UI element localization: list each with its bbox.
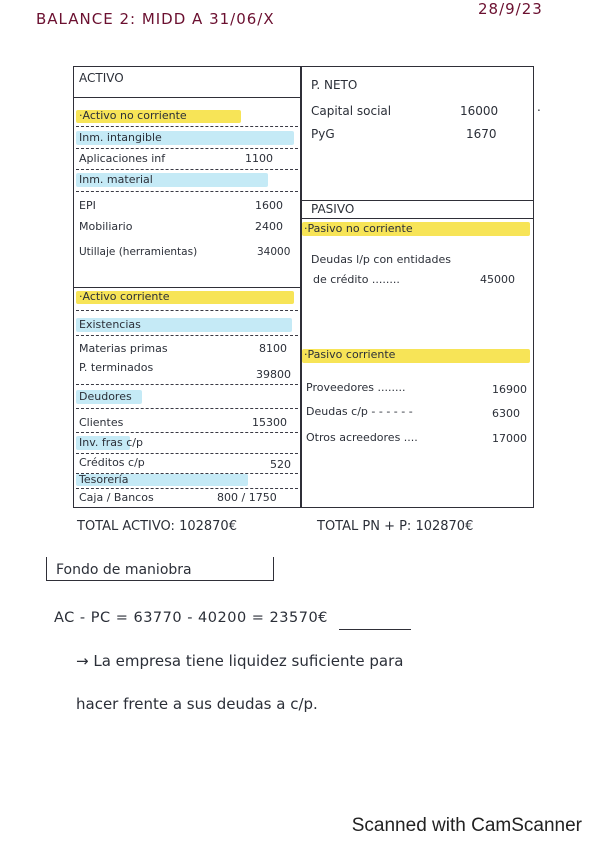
item-label: Créditos c/p — [79, 456, 145, 469]
pn-item-value: 1670 — [466, 127, 497, 141]
total-activo: TOTAL ACTIVO: 102870€ — [77, 519, 237, 534]
item-label: EPI — [79, 199, 96, 212]
pasivo-no-corriente-heading: ·Pasivo no corriente — [304, 222, 413, 235]
pasivo-item-label: Otros acreedores .... — [306, 431, 418, 444]
dot-mark: . — [537, 100, 541, 114]
pasivo-divider — [301, 200, 533, 201]
divider — [76, 126, 298, 127]
pn-item-value: 16000 — [460, 104, 499, 118]
page-title: BALANCE 2: MIDD A 31/06/X — [36, 10, 275, 28]
total-pn-p: TOTAL PN + P: 102870€ — [317, 519, 474, 534]
pasivo-nc-line2: de crédito ........ — [313, 273, 400, 286]
item-label: P. terminados — [79, 361, 154, 374]
pasivo-item-label: Proveedores ........ — [306, 381, 406, 394]
item-value: 34000 — [257, 246, 291, 258]
pn-item-label: Capital social — [311, 104, 392, 118]
item-value: 520 — [270, 458, 291, 471]
item-label: Aplicaciones inf — [79, 152, 166, 165]
pasivo-corriente-heading: ·Pasivo corriente — [304, 348, 396, 361]
scanner-watermark: Scanned with CamScanner — [351, 815, 582, 836]
item-label: Mobiliario — [79, 220, 133, 233]
fondo-formula: AC - PC = 63770 - 40200 = 23570€ — [54, 610, 328, 626]
divider — [76, 408, 298, 409]
divider — [76, 169, 298, 170]
divider — [76, 453, 298, 454]
conclusion-line1: → La empresa tiene liquidez suficiente para — [76, 652, 404, 670]
pasivo-item-value: 6300 — [492, 407, 520, 420]
item-value: 1100 — [245, 152, 273, 165]
activo-corriente-heading: ·Activo corriente — [79, 290, 170, 303]
item-value: 39800 — [256, 368, 291, 381]
pasivo-nc-line1: Deudas l/p con entidades — [311, 253, 451, 266]
item-value: 1600 — [255, 199, 283, 212]
pasivo-nc-value: 45000 — [480, 273, 515, 286]
conclusion-line2: hacer frente a sus deudas a c/p. — [76, 695, 318, 713]
divider — [76, 310, 298, 311]
item-label: Clientes — [79, 416, 124, 429]
item-label: Caja / Bancos — [79, 491, 154, 504]
item-label: Deudores — [79, 390, 132, 403]
item-label: Materias primas — [79, 342, 168, 355]
item-value: 15300 — [252, 416, 287, 429]
pn-item-label: PyG — [311, 127, 335, 141]
divider — [76, 488, 298, 489]
divider — [76, 432, 298, 433]
divider — [76, 148, 298, 149]
pasivo-item-value: 16900 — [492, 383, 527, 396]
section-divider — [74, 287, 301, 288]
fondo-title: Fondo de maniobra — [56, 562, 192, 578]
activo-no-corriente-heading: ·Activo no corriente — [79, 109, 187, 122]
pasivo-item-label: Deudas c/p - - - - - - — [306, 405, 413, 418]
item-label: Inm. material — [79, 173, 153, 186]
item-value: 8100 — [259, 342, 287, 355]
pasivo-underline — [301, 218, 533, 219]
item-label: Utillaje (herramientas) — [79, 246, 198, 258]
pn-title: P. NETO — [311, 78, 358, 92]
divider — [76, 335, 298, 336]
pasivo-title: PASIVO — [311, 202, 355, 216]
item-value: 2400 — [255, 220, 283, 233]
item-label: Tesorería — [79, 473, 129, 486]
item-value: 800 / 1750 — [217, 491, 277, 504]
date: 28/9/23 — [478, 0, 543, 18]
pasivo-item-value: 17000 — [492, 432, 527, 445]
divider — [76, 384, 298, 385]
activo-title: ACTIVO — [79, 71, 124, 85]
divider — [76, 191, 298, 192]
item-label: Inv. fras c/p — [79, 436, 143, 449]
item-label: Existencias — [79, 318, 141, 331]
title-divider-left — [74, 97, 301, 98]
item-label: Inm. intangible — [79, 131, 162, 144]
result-underline — [339, 629, 411, 630]
